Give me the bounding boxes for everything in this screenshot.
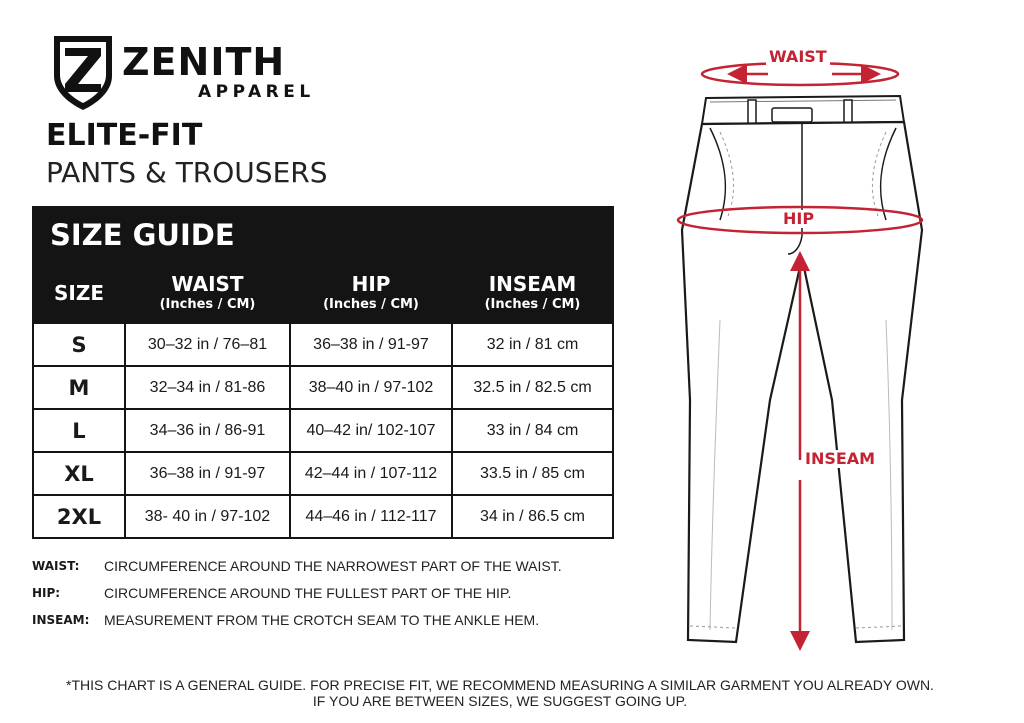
inseam-cell: 32.5 in / 82.5 cm [452,366,613,409]
definition-text: CIRCUMFERENCE AROUND THE NARROWEST PART OF THE WAIST. [104,558,562,574]
table-row [33,409,613,452]
size-guide-heading: SIZE GUIDE [33,207,613,263]
column-header-inseam [452,263,613,323]
definition-term: WAIST: [32,559,80,573]
pants-outline-illustration [660,40,960,660]
table-row [33,495,613,538]
column-title: SIZE [53,281,104,305]
inseam-cell: 33 in / 84 cm [452,409,613,452]
hip-cell: 40–42 in/ 102-107 [290,409,452,452]
definition-inseam [32,611,632,638]
pants-illustration [660,40,960,660]
size-table [32,206,614,539]
column-title: WAIST [171,272,244,296]
hip-dimension-label: HIP [780,210,817,228]
definition-term: HIP: [32,586,61,600]
definition-term: INSEAM: [32,613,90,627]
waist-cell: 36–38 in / 91-97 [125,452,290,495]
brand-subtitle: APPAREL [198,82,315,102]
inseam-dimension-label: INSEAM [802,450,878,468]
column-title: INSEAM [488,272,577,296]
waist-cell: 38- 40 in / 97-102 [125,495,290,538]
size-cell: M [33,366,125,409]
definition-text: CIRCUMFERENCE AROUND THE FULLEST PART OF THE HIP. [104,585,512,601]
column-title: HIP [351,272,391,296]
column-header-waist [125,263,290,323]
hip-cell: 36–38 in / 91-97 [290,323,452,366]
definition-waist [32,557,632,584]
table-row [33,452,613,495]
shield-z-logo-icon [50,32,116,112]
size-cell: 2XL [33,495,125,538]
definition-text: MEASUREMENT FROM THE CROTCH SEAM TO THE ANKLE HEM. [104,612,540,628]
product-title: ELITE-FIT [46,118,203,153]
column-header-hip [290,263,452,323]
size-cell: L [33,409,125,452]
brand-name: ZENITH [122,40,286,84]
size-cell: S [33,323,125,366]
waist-dimension-label: WAIST [766,48,830,66]
measurement-definitions [32,557,632,638]
waist-cell: 30–32 in / 76–81 [125,323,290,366]
hip-cell: 42–44 in / 107-112 [290,452,452,495]
inseam-cell: 33.5 in / 85 cm [452,452,613,495]
footnote-line: IF YOU ARE BETWEEN SIZES, WE SUGGEST GOING UP. [312,693,688,709]
hip-cell: 38–40 in / 97-102 [290,366,452,409]
column-unit: (Inches / CM) [159,297,256,312]
table-row [33,366,613,409]
inseam-cell: 32 in / 81 cm [452,323,613,366]
column-unit: (Inches / CM) [484,297,581,312]
column-header-size [33,263,125,323]
waist-cell: 34–36 in / 86-91 [125,409,290,452]
size-cell: XL [33,452,125,495]
table-header-row [33,263,613,323]
footnote-line: *THIS CHART IS A GENERAL GUIDE. FOR PRECISE FIT, WE RECOMMEND MEASURING A SIMILAR GARMENT YOU ALREADY OWN. [66,677,934,693]
inseam-cell: 34 in / 86.5 cm [452,495,613,538]
footnote [0,677,1000,709]
hip-cell: 44–46 in / 112-117 [290,495,452,538]
waist-cell: 32–34 in / 81-86 [125,366,290,409]
table-row [33,323,613,366]
definition-hip [32,584,632,611]
brand-logo [50,32,330,102]
product-subtitle: PANTS & TROUSERS [46,156,328,189]
column-unit: (Inches / CM) [323,297,419,312]
